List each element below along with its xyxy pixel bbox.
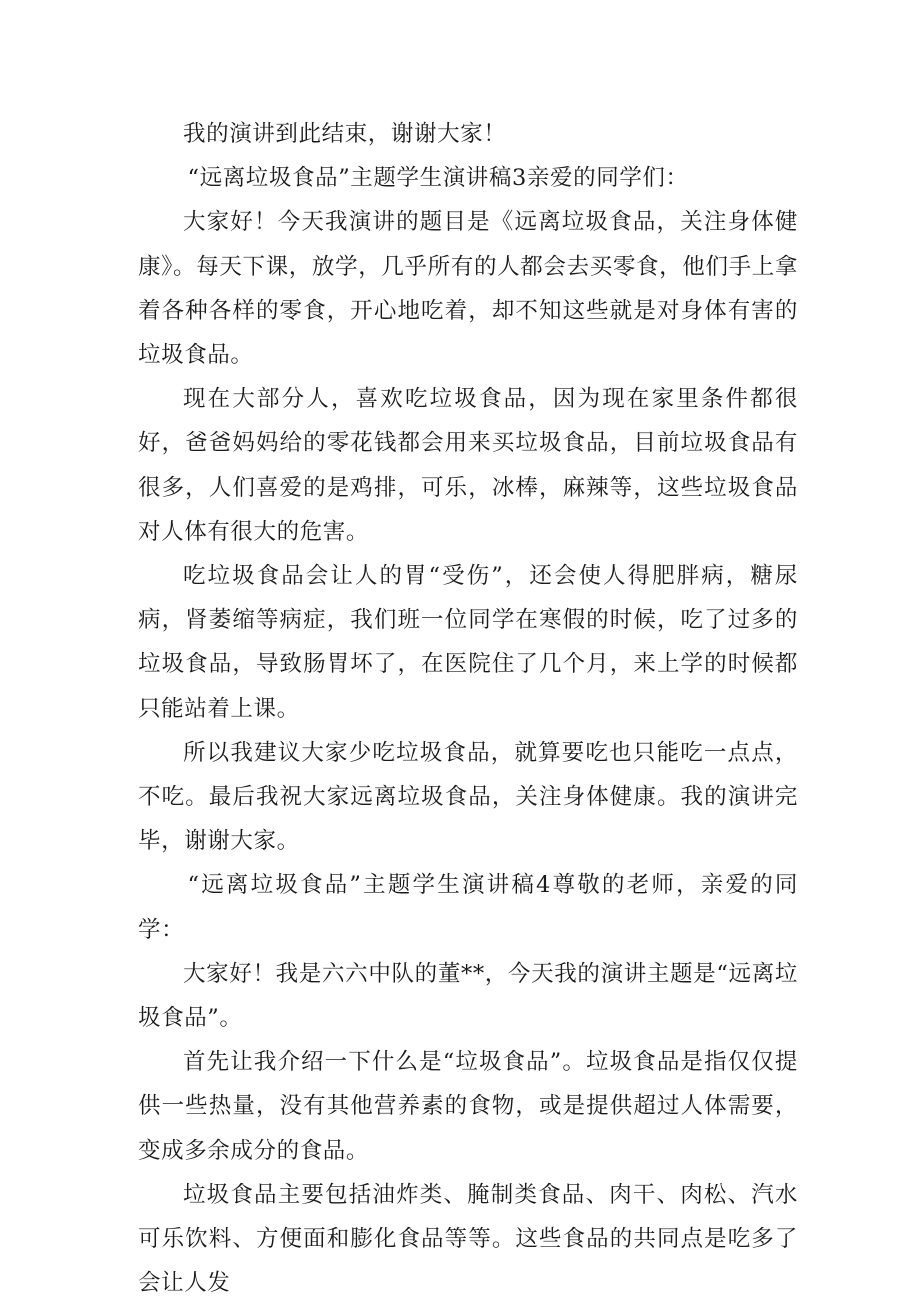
paragraph: 大家好！今天我演讲的题目是《远离垃圾食品，关注身体健康》。每天下课，放学，几乎所有的人都会去买零食，他们手上拿着各种各样的零食，开心地吃着，却不知这些就是对身体有害的垃圾食品。 bbox=[138, 209, 798, 369]
paragraph-closing: 我的演讲到此结束，谢谢大家！ bbox=[183, 121, 507, 147]
speech-3-heading: “远离垃圾食品”主题学生演讲稿3亲爱的同学们： bbox=[187, 165, 689, 192]
paragraph: 首先让我介绍一下什么是“垃圾食品”。垃圾食品是指仅仅提供一些热量，没有其他营养素的食物，或是提供超过人体需要，变成多余成分的食品。 bbox=[138, 1049, 798, 1164]
speech-4-heading: “远离垃圾食品”主题学生演讲稿4尊敬的老师，亲爱的同学： bbox=[138, 872, 798, 943]
document-body bbox=[138, 112, 798, 1305]
paragraph: 垃圾食品主要包括油炸类、腌制类食品、肉干、肉松、汽水可乐饮料、方便面和膨化食品等等。这些食品的共同点是吃多了会让人发 bbox=[138, 1181, 798, 1297]
paragraph: 大家好！我是六六中队的董**，今天我的演讲主题是“远离垃圾食品”。 bbox=[138, 960, 798, 1032]
paragraph: 现在大部分人，喜欢吃垃圾食品，因为现在家里条件都很好，爸爸妈妈给的零花钱都会用来买垃圾食品，目前垃圾食品有很多，人们喜爱的是鸡排，可乐，冰棒，麻辣等，这些垃圾食品对人体有很大的危害。 bbox=[138, 386, 798, 545]
paragraph: 吃垃圾食品会让人的胃“受伤”，还会使人得肥胖病，糖尿病，肾萎缩等病症，我们班一位同学在寒假的时候，吃了过多的垃圾食品，导致肠胃坏了，在医院住了几个月，来上学的时候都只能站着上课。 bbox=[138, 563, 798, 722]
paragraph: 所以我建议大家少吃垃圾食品，就算要吃也只能吃一点点，不吃。最后我祝大家远离垃圾食品，关注身体健康。我的演讲完毕，谢谢大家。 bbox=[138, 739, 798, 855]
